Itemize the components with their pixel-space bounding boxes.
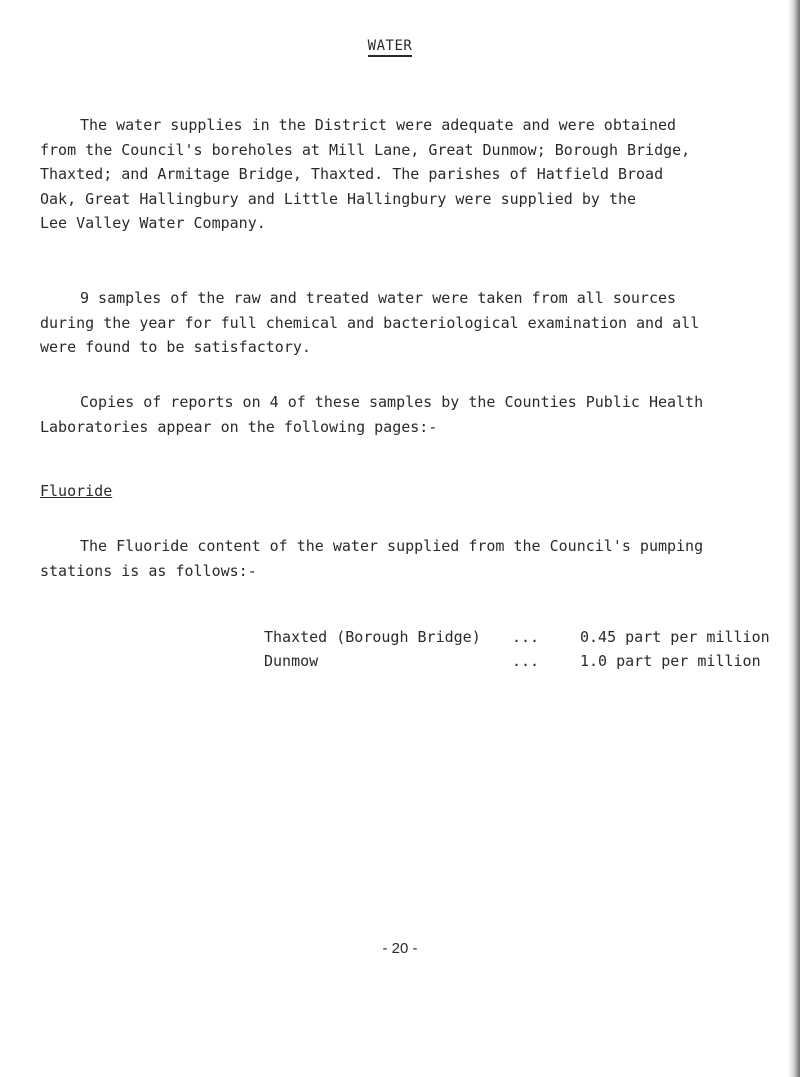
water-supplies-rest: from the Council's boreholes at Mill Lane, Great Dunmow; Borough Bridge, Thaxted; and Armitage Bridge, Thaxted. The parishes of Hatfield Broad Oak, Great Hallingbury and Little Hallingbury were supplied by the Lee Valley Water Company. [40,140,691,232]
leader-dots: ... [512,628,540,646]
fluoride-intro-rest: stations is as follows:- [40,561,257,580]
water-supplies-paragraph [40,113,780,236]
samples-paragraph [40,286,780,360]
station-name: Thaxted (Borough Bridge) [264,628,481,646]
station-name: Dunmow [264,652,319,670]
fluoride-intro-paragraph [40,534,780,583]
page-title-text: WATER [368,38,413,57]
leader-dots: ... [512,652,540,670]
copies-paragraph [40,390,780,439]
fluoride-value: 1.0 part per million [580,652,761,670]
samples-rest: during the year for full chemical and bacteriological examination and all were found to be satisfactory. [40,313,700,356]
page-title [0,38,780,54]
scan-edge-shadow [788,0,800,1077]
copies-rest: Laboratories appear on the following pages:- [40,417,438,436]
page-number: - 20 - [382,940,418,957]
samples-first-line: 9 samples of the raw and treated water were taken from all sources [80,289,677,307]
water-supplies-first-line: The water supplies in the District were adequate and were obtained [80,116,677,134]
copies-first-line: Copies of reports on 4 of these samples by the Counties Public Health [80,393,704,411]
fluoride-value: 0.45 part per million [580,628,770,646]
fluoride-intro-first-line: The Fluoride content of the water supplied from the Council's pumping [80,537,704,555]
fluoride-heading: Fluoride [40,482,113,500]
